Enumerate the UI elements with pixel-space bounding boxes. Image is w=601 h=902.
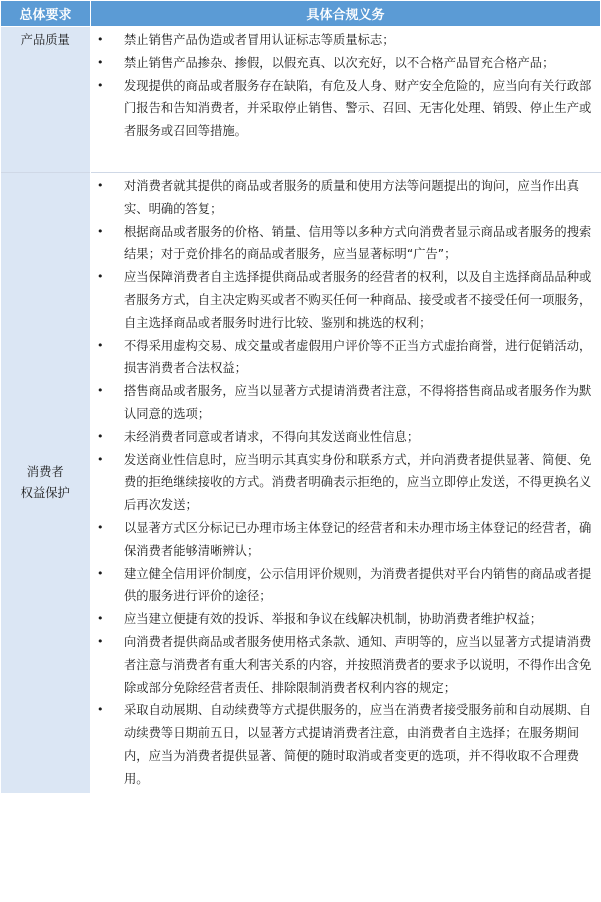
list-item: • 发送商业性信息时，应当明示其真实身份和联系方式，并向消费者提供显著、简便、免费的拒绝继续接收的方式。消费者明确表示拒绝的，应当立即停止发送，不得更换名义后再次发送； <box>91 449 593 517</box>
header-specific-obligations: 具体合规义务 <box>91 1 601 27</box>
list-item: • 禁止销售产品掺杂、掺假，以假充真、以次充好，以不合格产品冒充合格产品； <box>91 52 593 75</box>
list-item: • 采取自动展期、自动续费等方式提供服务的，应当在消费者接受服务前和自动展期、自动续费等日期前五日，以显著方式提请消费者注意，由消费者自主选择；在服务期间内，应当为消费者提供显著、简便的随时取消或者变更的选项，并不得收取不合理费用。 <box>91 699 593 790</box>
category-line: 消费者 <box>26 464 64 479</box>
list-item: • 禁止销售产品伪造或者冒用认证标志等质量标志； <box>91 29 593 52</box>
header-row <box>1 1 601 27</box>
list-item: • 未经消费者同意或者请求，不得向其发送商业性信息； <box>91 426 593 449</box>
list-item: • 对消费者就其提供的商品或者服务的质量和使用方法等问题提出的询问，应当作出真实、明确的答复； <box>91 175 593 221</box>
obligation-list-product-quality <box>91 27 601 173</box>
section-row-product-quality <box>1 27 601 173</box>
list-item: • 搭售商品或者服务，应当以显著方式提请消费者注意，不得将搭售商品或者服务作为默认同意的选项； <box>91 380 593 426</box>
section-row-consumer-rights <box>1 173 601 793</box>
list-item: • 不得采用虚构交易、成交量或者虚假用户评价等不正当方式虚抬商誉，进行促销活动，损害消费者合法权益； <box>91 335 593 381</box>
list-item: • 应当保障消费者自主选择提供商品或者服务的经营者的权利，以及自主选择商品品种或者服务方式，自主决定购买或者不购买任何一种商品、接受或者不接受任何一项服务，自主选择商品或者服务时进行比较、鉴别和挑选的权利； <box>91 266 593 334</box>
category-consumer-rights <box>1 173 91 793</box>
list-item: • 建立健全信用评价制度，公示信用评价规则，为消费者提供对平台内销售的商品或者提供的服务进行评价的途径； <box>91 563 593 609</box>
category-product-quality: 产品质量 <box>1 27 91 173</box>
list-item: • 发现提供的商品或者服务存在缺陷，有危及人身、财产安全危险的，应当向有关行政部门报告和告知消费者，并采取停止销售、警示、召回、无害化处理、销毁、停止生产或者服务或召回等措施。 <box>91 75 593 143</box>
header-general-requirement: 总体要求 <box>1 1 91 27</box>
list-item: • 向消费者提供商品或者服务使用格式条款、通知、声明等的，应当以显著方式提请消费者注意与消费者有重大利害关系的内容，并按照消费者的要求予以说明，不得作出含免除或部分免除经营者责任、排除限制消费者权利内容的规定； <box>91 631 593 699</box>
category-line: 权益保护 <box>20 485 70 500</box>
obligation-list-consumer-rights <box>91 173 601 793</box>
list-item: • 以显著方式区分标记已办理市场主体登记的经营者和未办理市场主体登记的经营者，确保消费者能够清晰辨认； <box>91 517 593 563</box>
list-item: • 应当建立便捷有效的投诉、举报和争议在线解决机制，协助消费者维护权益； <box>91 608 593 631</box>
list-item: • 根据商品或者服务的价格、销量、信用等以多种方式向消费者显示商品或者服务的搜索结果；对于竞价排名的商品或者服务，应当显著标明“广告”； <box>91 221 593 267</box>
